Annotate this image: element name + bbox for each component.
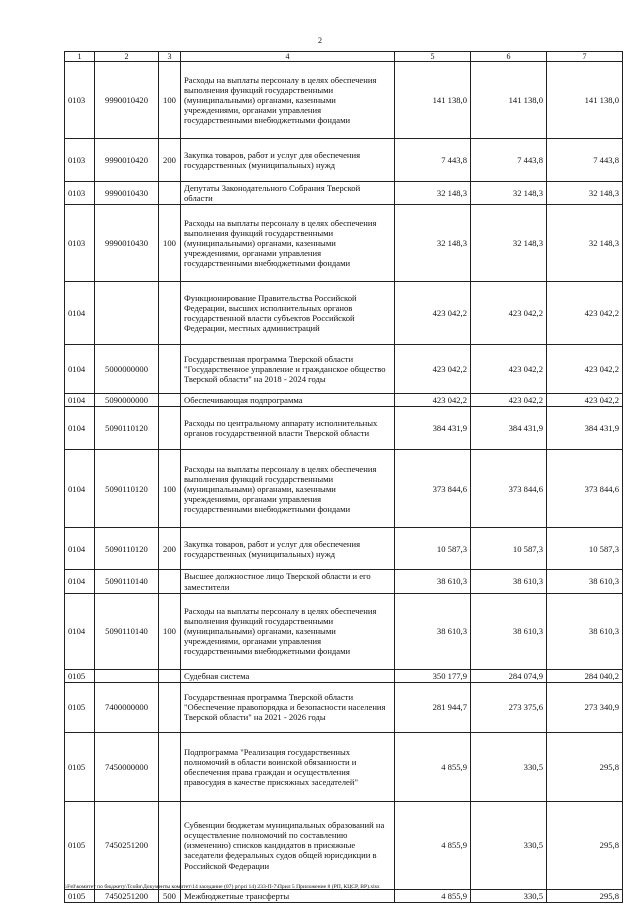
section-code-cell: 0103 xyxy=(65,182,95,205)
section-code-cell: 0104 xyxy=(65,407,95,450)
column-number: 1 xyxy=(65,52,95,62)
amount-col7-cell: 273 340,9 xyxy=(547,682,623,732)
expense-type-code-cell xyxy=(159,732,181,801)
amount-col5-cell: 7 443,8 xyxy=(395,139,471,182)
table-row xyxy=(65,570,623,593)
page-number: 2 xyxy=(318,36,322,45)
amount-col7-cell: 38 610,3 xyxy=(547,593,623,669)
target-article-code-cell xyxy=(95,282,159,345)
section-code-cell: 0103 xyxy=(65,139,95,182)
amount-col7-cell: 38 610,3 xyxy=(547,570,623,593)
amount-col6-cell: 384 431,9 xyxy=(471,407,547,450)
section-code-cell: 0103 xyxy=(65,205,95,282)
target-article-code-cell: 9990010430 xyxy=(95,182,159,205)
amount-col6-cell: 330,5 xyxy=(471,801,547,889)
target-article-code-cell: 5000000000 xyxy=(95,345,159,394)
amount-col6-cell: 273 375,6 xyxy=(471,682,547,732)
item-name-cell: Государственная программа Тверской области "Обеспечение правопорядка и безопасности населения Тверской области" на 2021 - 2026 годы xyxy=(181,682,395,732)
target-article-code-cell: 7450251200 xyxy=(95,889,159,902)
section-code-cell: 0105 xyxy=(65,732,95,801)
amount-col6-cell: 284 074,9 xyxy=(471,669,547,682)
section-code-cell: 0104 xyxy=(65,570,95,593)
target-article-code-cell: 7400000000 xyxy=(95,682,159,732)
section-code-cell: 0105 xyxy=(65,669,95,682)
expense-type-code-cell: 200 xyxy=(159,528,181,570)
expense-type-code-cell: 200 xyxy=(159,139,181,182)
expense-type-code-cell: 100 xyxy=(159,450,181,528)
section-code-cell: 0105 xyxy=(65,889,95,902)
expense-type-code-cell xyxy=(159,345,181,394)
amount-col6-cell: 423 042,2 xyxy=(471,282,547,345)
target-article-code-cell: 5090110120 xyxy=(95,450,159,528)
amount-col7-cell: 373 844,6 xyxy=(547,450,623,528)
amount-col7-cell: 10 587,3 xyxy=(547,528,623,570)
amount-col5-cell: 38 610,3 xyxy=(395,593,471,669)
table-row xyxy=(65,182,623,205)
expense-type-code-cell: 500 xyxy=(159,889,181,902)
table-row xyxy=(65,732,623,801)
column-number: 3 xyxy=(159,52,181,62)
amount-col5-cell: 4 855,9 xyxy=(395,801,471,889)
amount-col6-cell: 32 148,3 xyxy=(471,182,547,205)
amount-col7-cell: 284 040,2 xyxy=(547,669,623,682)
target-article-code-cell: 5090000000 xyxy=(95,394,159,407)
section-code-cell: 0104 xyxy=(65,394,95,407)
expense-type-code-cell xyxy=(159,282,181,345)
item-name-cell: Закупка товаров, работ и услуг для обеспечения государственных (муниципальных) нужд xyxy=(181,139,395,182)
amount-col5-cell: 32 148,3 xyxy=(395,205,471,282)
target-article-code-cell xyxy=(95,669,159,682)
section-code-cell: 0104 xyxy=(65,450,95,528)
amount-col7-cell: 423 042,2 xyxy=(547,345,623,394)
file-path-footer: \\Fs0\комитет по бюджету\Тсойи\Документы комитет\14 заседание (07) pr\pri 14) 233-П-7\Прил 5 Приложение 8 (РП, КЦСР, ВР).xlsx xyxy=(64,884,380,890)
column-number: 6 xyxy=(471,52,547,62)
item-name-cell: Функционирование Правительства Российской Федерации, высших исполнительных органов государственной власти субъектов Российской Федерации, местных администраций xyxy=(181,282,395,345)
item-name-cell: Расходы по центральному аппарату исполнительных органов государственной власти Тверской области xyxy=(181,407,395,450)
column-number: 7 xyxy=(547,52,623,62)
amount-col6-cell: 423 042,2 xyxy=(471,394,547,407)
amount-col6-cell: 7 443,8 xyxy=(471,139,547,182)
column-number-row xyxy=(65,52,623,62)
expense-type-code-cell: 100 xyxy=(159,62,181,139)
column-number: 5 xyxy=(395,52,471,62)
table-row xyxy=(65,407,623,450)
column-number: 2 xyxy=(95,52,159,62)
expense-type-code-cell: 100 xyxy=(159,205,181,282)
amount-col5-cell: 10 587,3 xyxy=(395,528,471,570)
amount-col6-cell: 373 844,6 xyxy=(471,450,547,528)
expense-type-code-cell xyxy=(159,669,181,682)
item-name-cell: Обеспечивающая подпрограмма xyxy=(181,394,395,407)
target-article-code-cell: 5090110140 xyxy=(95,570,159,593)
expense-type-code-cell: 100 xyxy=(159,593,181,669)
item-name-cell: Расходы на выплаты персоналу в целях обеспечения выполнения функций государственными (муниципальными) органами, казенными учреждениями, органами управления государственными внебюджетными фондами xyxy=(181,62,395,139)
amount-col6-cell: 423 042,2 xyxy=(471,345,547,394)
section-code-cell: 0105 xyxy=(65,682,95,732)
amount-col7-cell: 423 042,2 xyxy=(547,282,623,345)
table-row xyxy=(65,62,623,139)
item-name-cell: Государственная программа Тверской области "Государственное управление и гражданское общество Тверской области" на 2018 - 2024 годы xyxy=(181,345,395,394)
table-row xyxy=(65,801,623,889)
expense-type-code-cell xyxy=(159,394,181,407)
amount-col5-cell: 4 855,9 xyxy=(395,732,471,801)
table-row xyxy=(65,139,623,182)
target-article-code-cell: 9990010430 xyxy=(95,205,159,282)
amount-col5-cell: 423 042,2 xyxy=(395,394,471,407)
target-article-code-cell: 9990010420 xyxy=(95,139,159,182)
amount-col7-cell: 295,8 xyxy=(547,801,623,889)
table-row xyxy=(65,669,623,682)
item-name-cell: Субвенции бюджетам муниципальных образований на осуществление полномочий по составлению (изменению) списков кандидатов в присяжные заседатели федеральных судов общей юрисдикции в Российской Федерации xyxy=(181,801,395,889)
amount-col7-cell: 32 148,3 xyxy=(547,205,623,282)
item-name-cell: Подпрограмма "Реализация государственных полномочий в области воинской обязанности и обеспечения права граждан и осуществления правосудия в качестве присяжных заседателей" xyxy=(181,732,395,801)
item-name-cell: Расходы на выплаты персоналу в целях обеспечения выполнения функций государственными (муниципальными) органами, казенными учреждениями, органами управления государственными внебюджетными фондами xyxy=(181,205,395,282)
amount-col5-cell: 373 844,6 xyxy=(395,450,471,528)
item-name-cell: Судебная система xyxy=(181,669,395,682)
target-article-code-cell: 5090110140 xyxy=(95,593,159,669)
amount-col6-cell: 141 138,0 xyxy=(471,62,547,139)
amount-col6-cell: 330,5 xyxy=(471,732,547,801)
section-code-cell: 0104 xyxy=(65,593,95,669)
item-name-cell: Депутаты Законодательного Собрания Тверской области xyxy=(181,182,395,205)
expense-type-code-cell xyxy=(159,570,181,593)
target-article-code-cell: 9990010420 xyxy=(95,62,159,139)
section-code-cell: 0105 xyxy=(65,801,95,889)
column-number: 4 xyxy=(181,52,395,62)
section-code-cell: 0104 xyxy=(65,282,95,345)
amount-col6-cell: 38 610,3 xyxy=(471,570,547,593)
target-article-code-cell: 5090110120 xyxy=(95,528,159,570)
amount-col5-cell: 32 148,3 xyxy=(395,182,471,205)
amount-col7-cell: 7 443,8 xyxy=(547,139,623,182)
item-name-cell: Высшее должностное лицо Тверской области и его заместители xyxy=(181,570,395,593)
item-name-cell: Закупка товаров, работ и услуг для обеспечения государственных (муниципальных) нужд xyxy=(181,528,395,570)
amount-col6-cell: 10 587,3 xyxy=(471,528,547,570)
section-code-cell: 0103 xyxy=(65,62,95,139)
item-name-cell: Межбюджетные трансферты xyxy=(181,889,395,902)
amount-col5-cell: 38 610,3 xyxy=(395,570,471,593)
expense-type-code-cell xyxy=(159,682,181,732)
table-row xyxy=(65,394,623,407)
section-code-cell: 0104 xyxy=(65,528,95,570)
amount-col5-cell: 281 944,7 xyxy=(395,682,471,732)
amount-col5-cell: 350 177,9 xyxy=(395,669,471,682)
table-row xyxy=(65,345,623,394)
amount-col5-cell: 141 138,0 xyxy=(395,62,471,139)
amount-col5-cell: 423 042,2 xyxy=(395,345,471,394)
amount-col5-cell: 423 042,2 xyxy=(395,282,471,345)
amount-col5-cell: 384 431,9 xyxy=(395,407,471,450)
expense-type-code-cell xyxy=(159,801,181,889)
target-article-code-cell: 7450251200 xyxy=(95,801,159,889)
amount-col6-cell: 32 148,3 xyxy=(471,205,547,282)
item-name-cell: Расходы на выплаты персоналу в целях обеспечения выполнения функций государственными (муниципальными) органами, казенными учреждениями, органами управления государственными внебюджетными фондами xyxy=(181,450,395,528)
amount-col7-cell: 295,8 xyxy=(547,732,623,801)
amount-col5-cell: 4 855,9 xyxy=(395,889,471,902)
amount-col7-cell: 384 431,9 xyxy=(547,407,623,450)
table-row xyxy=(65,450,623,528)
amount-col7-cell: 423 042,2 xyxy=(547,394,623,407)
target-article-code-cell: 5090110120 xyxy=(95,407,159,450)
table-row xyxy=(65,593,623,669)
amount-col6-cell: 330,5 xyxy=(471,889,547,902)
expense-type-code-cell xyxy=(159,407,181,450)
section-code-cell: 0104 xyxy=(65,345,95,394)
target-article-code-cell: 7450000000 xyxy=(95,732,159,801)
table-row xyxy=(65,205,623,282)
amount-col7-cell: 141 138,0 xyxy=(547,62,623,139)
expense-type-code-cell xyxy=(159,182,181,205)
table-row xyxy=(65,889,623,902)
table-row xyxy=(65,528,623,570)
table-row xyxy=(65,682,623,732)
item-name-cell: Расходы на выплаты персоналу в целях обеспечения выполнения функций государственными (муниципальными) органами, казенными учреждениями, органами управления государственными внебюджетными фондами xyxy=(181,593,395,669)
amount-col6-cell: 38 610,3 xyxy=(471,593,547,669)
amount-col7-cell: 295,8 xyxy=(547,889,623,902)
table-row xyxy=(65,282,623,345)
budget-table xyxy=(64,51,623,903)
amount-col7-cell: 32 148,3 xyxy=(547,182,623,205)
